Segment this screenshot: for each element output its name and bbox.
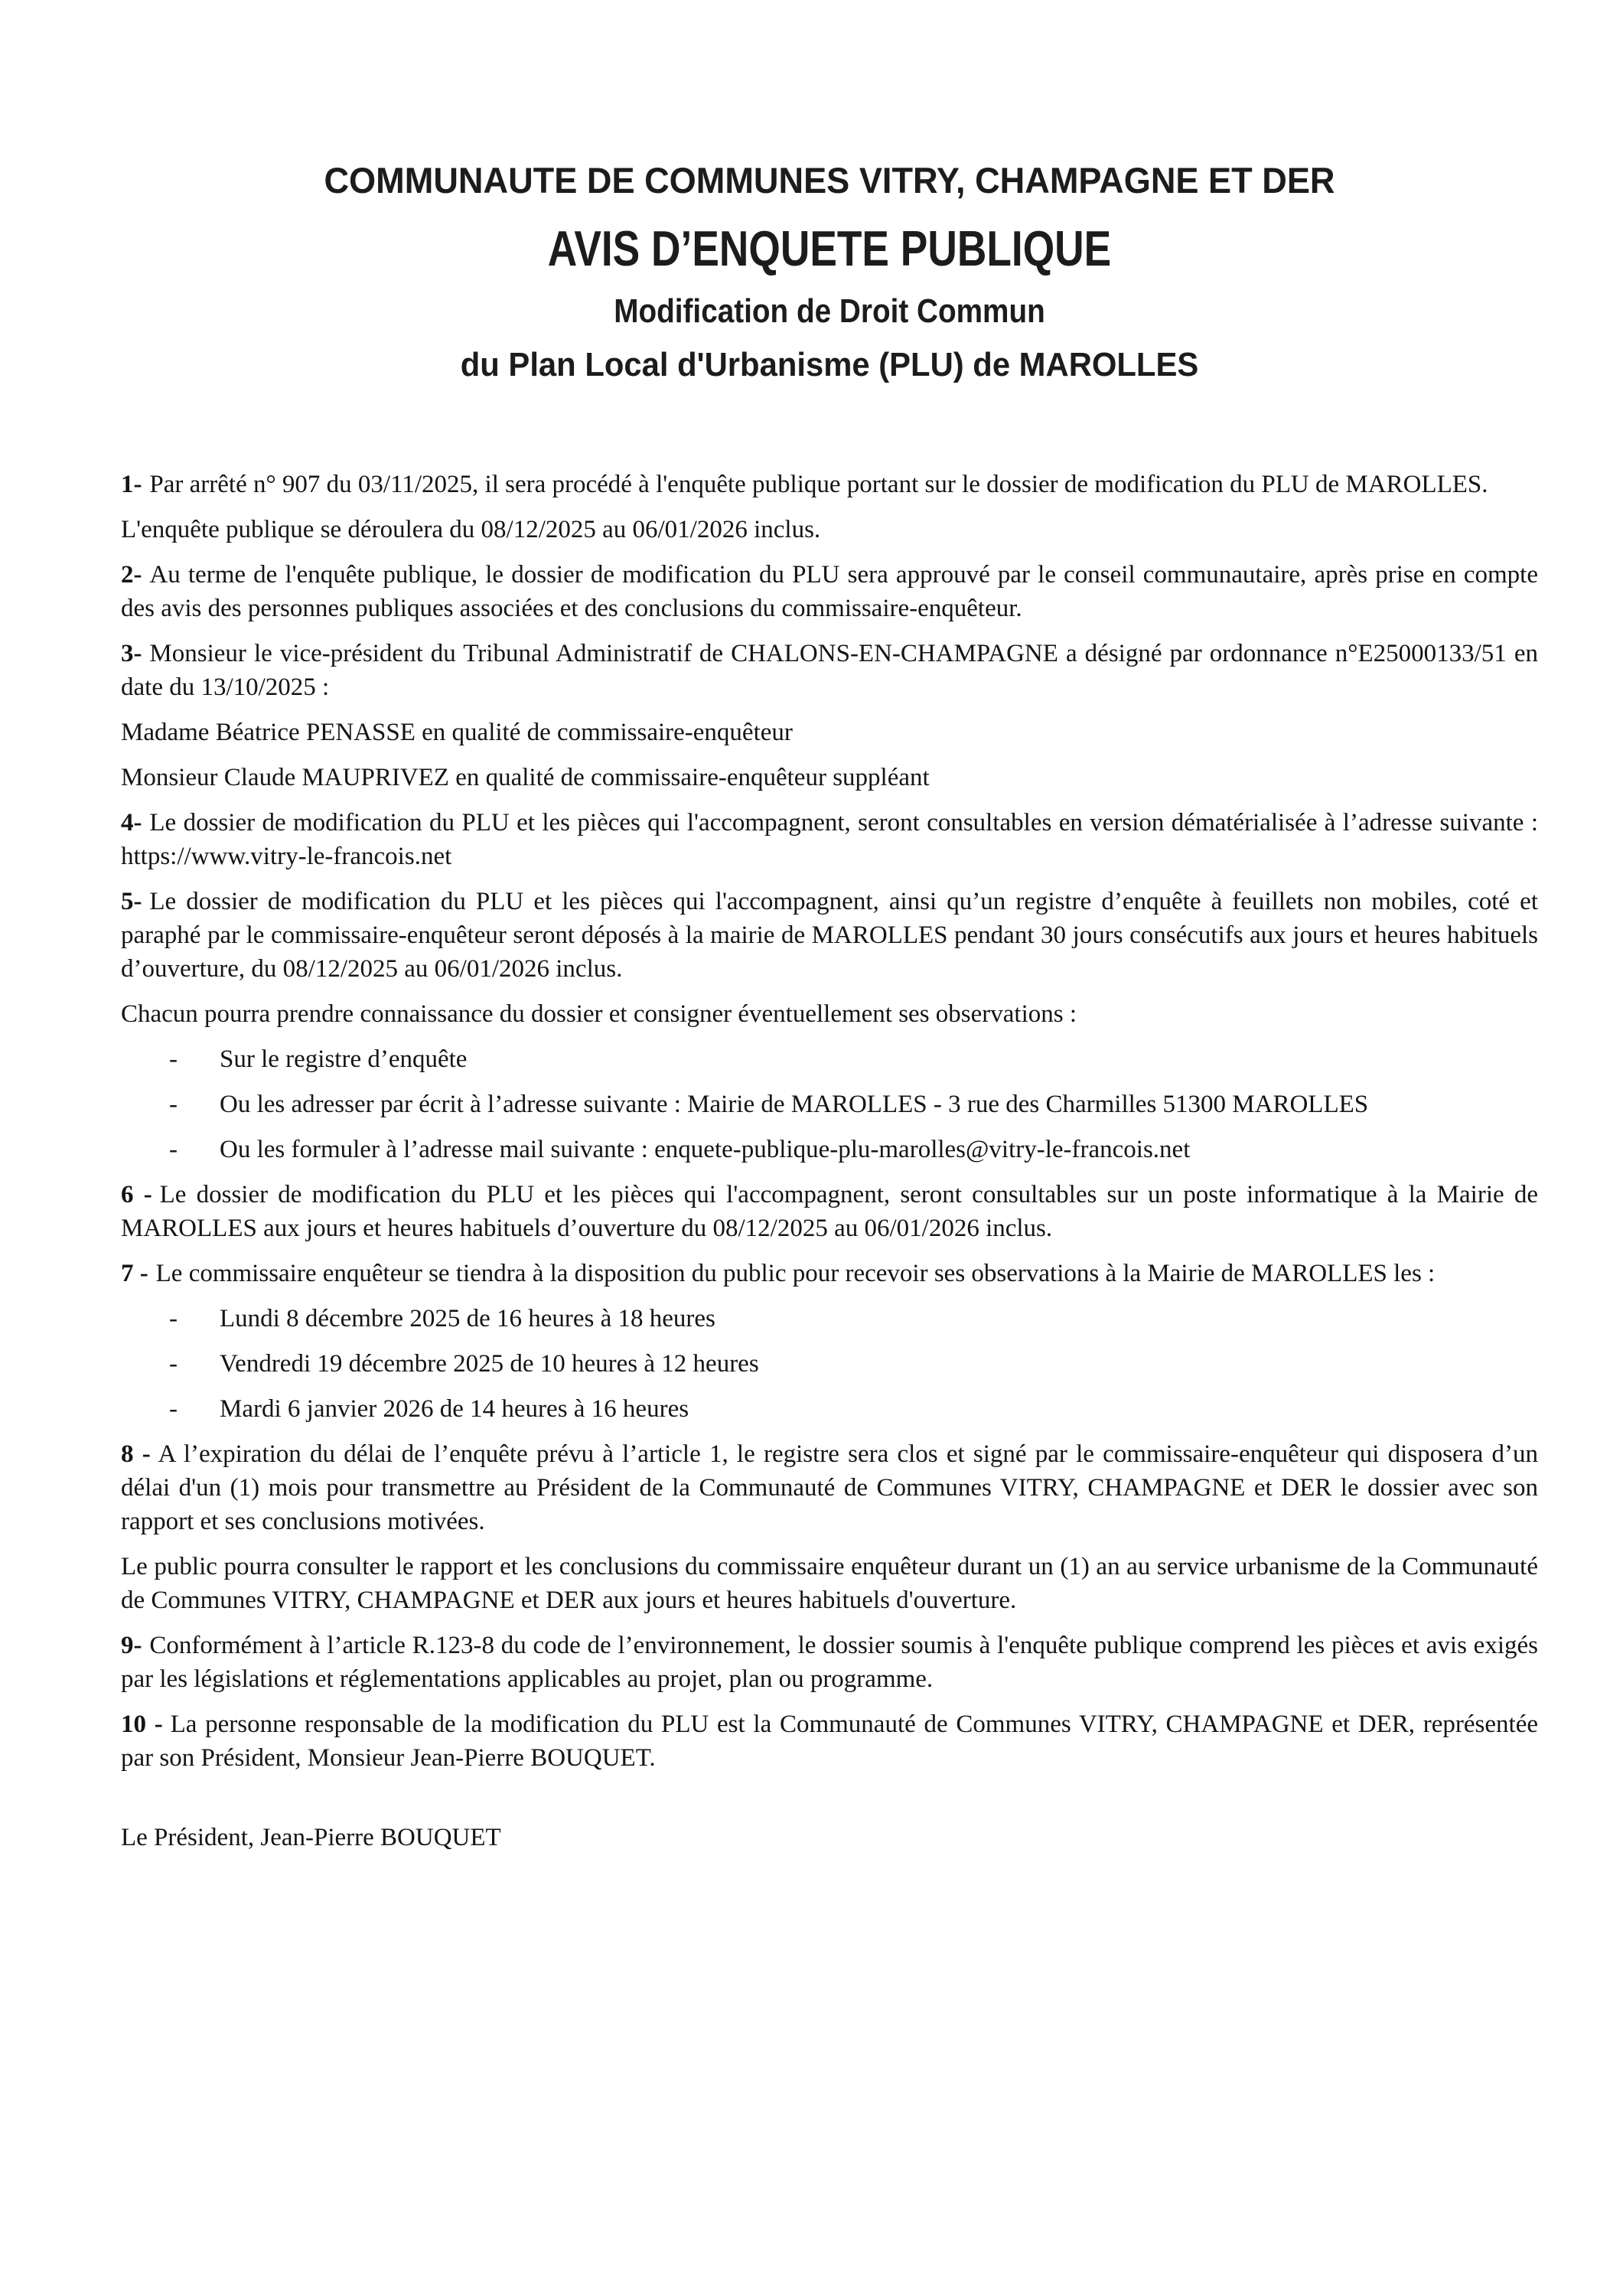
observation-item-text: Sur le registre d’enquête [220, 1045, 468, 1073]
paragraph-enquiry-period: L'enquête publique se déroulera du 08/12/2025 au 06/01/2026 inclus. [121, 516, 821, 543]
observation-item-text: Ou les formuler à l’adresse mail suivante : enquete-publique-plu-marolles@vitry-le-francois.net [220, 1136, 1191, 1163]
observations-list [121, 1042, 1538, 1166]
dash-bullet: - [169, 1136, 178, 1163]
observation-item [121, 1133, 1538, 1166]
observations-intro: Chacun pourra prendre connaissance du dossier et consigner éventuellement ses observations : [121, 1000, 1077, 1028]
document-body [121, 468, 1538, 1854]
dash-bullet: - [169, 1395, 178, 1423]
paragraph-7 [121, 1257, 1538, 1290]
report-consultation-paragraph: Le public pourra consulter le rapport et les conclusions du commissaire enquêteur durant un (1) an au service urbanisme de la Communauté de Communes VITRY, CHAMPAGNE et DER aux jours et heures habituels d'ouverture. [121, 1553, 1538, 1614]
permanence-item [121, 1392, 1538, 1426]
paragraph-4-text: Le dossier de modification du PLU et les pièces qui l'accompagnent, seront consultables en version dématérialisée à l’adresse suivante : https://www.vitry-le-francois.net [121, 809, 1538, 870]
paragraph-6-text: Le dossier de modification du PLU et les pièces qui l'accompagnent, seront consultables sur un poste informatique à la Mairie de MAROLLES aux jours et heures habituels d’ouverture du 08/12/2025 au 06/01/2026 inclus. [121, 1181, 1538, 1242]
dash-bullet: - [169, 1305, 178, 1332]
permanences-list [121, 1302, 1538, 1426]
permanence-item-text: Vendredi 19 décembre 2025 de 10 heures à 12 heures [220, 1350, 759, 1378]
paragraph-5-text: Le dossier de modification du PLU et les pièces qui l'accompagnent, ainsi qu’un registre d’enquête à feuillets non mobiles, coté et paraphé par le commissaire-enquêteur seront déposés à la mairie de MAROLLES pendant 30 jours consécutifs aux jours et heures habituels d’ouverture, du 08/12/2025 au 06/01/2026 inclus. [121, 888, 1538, 983]
dash-bullet: - [169, 1091, 178, 1118]
paragraph-6-number: 6 - [121, 1181, 152, 1208]
document-header [121, 0, 1538, 382]
paragraph-8-number: 8 - [121, 1440, 151, 1468]
paragraph-6 [121, 1178, 1538, 1245]
paragraph-9-number: 9- [121, 1632, 142, 1659]
paragraph-9-text: Conformément à l’article R.123-8 du code de l’environnement, le dossier soumis à l'enquête publique comprend les pièces et avis exigés par les législations et réglementations applicables au projet, plan ou programme. [121, 1632, 1538, 1693]
paragraph-10-number: 10 - [121, 1711, 163, 1738]
permanence-item-text: Lundi 8 décembre 2025 de 16 heures à 18 heures [220, 1305, 715, 1332]
permanence-item [121, 1302, 1538, 1336]
notice-title: AVIS D’ENQUETE PUBLIQUE [547, 220, 1112, 276]
paragraph-8-text: A l’expiration du délai de l’enquête prévu à l’article 1, le registre sera clos et signé par le commissaire-enquêteur qui disposera d’un délai d'un (1) mois pour transmettre au Président de la Communauté de Communes VITRY, CHAMPAGNE et DER le dossier avec son rapport et ses conclusions motivées. [121, 1440, 1538, 1535]
paragraph-1 [121, 468, 1538, 501]
permanence-item [121, 1347, 1538, 1381]
paragraph-7-number: 7 - [121, 1260, 148, 1287]
paragraph-4 [121, 806, 1538, 873]
paragraph-3 [121, 637, 1538, 704]
subtitle-plan: du Plan Local d'Urbanisme (PLU) de MAROLLES [460, 346, 1199, 383]
paragraph-9 [121, 1629, 1538, 1696]
paragraph-10 [121, 1707, 1538, 1775]
paragraph-4-number: 4- [121, 809, 142, 837]
subtitle-procedure: Modification de Droit Commun [614, 292, 1045, 330]
signature-line: Le Président, Jean-Pierre BOUQUET [121, 1824, 501, 1851]
paragraph-2 [121, 558, 1538, 625]
observation-item [121, 1088, 1538, 1121]
paragraph-10-text: La personne responsable de la modification du PLU est la Communauté de Communes VITRY, CHAMPAGNE et DER, représentée par son Président, Monsieur Jean-Pierre BOUQUET. [121, 1711, 1538, 1772]
paragraph-7-text: Le commissaire enquêteur se tiendra à la disposition du public pour recevoir ses observations à la Mairie de MAROLLES les : [155, 1260, 1436, 1287]
paragraph-8 [121, 1437, 1538, 1538]
commissioner-line: Madame Béatrice PENASSE en qualité de commissaire-enquêteur [121, 719, 793, 746]
organization-name: COMMUNAUTE DE COMMUNES VITRY, CHAMPAGNE ET DER [324, 160, 1335, 201]
dash-bullet: - [169, 1045, 178, 1073]
paragraph-1-text: Par arrêté n° 907 du 03/11/2025, il sera procédé à l'enquête publique portant sur le dossier de modification du PLU de MAROLLES. [149, 471, 1488, 498]
paragraph-5 [121, 885, 1538, 986]
observation-item [121, 1042, 1538, 1076]
dash-bullet: - [169, 1350, 178, 1378]
observation-item-text: Ou les adresser par écrit à l’adresse suivante : Mairie de MAROLLES - 3 rue des Charmilles 51300 MAROLLES [220, 1091, 1369, 1118]
paragraph-5-number: 5- [121, 888, 142, 915]
paragraph-2-number: 2- [121, 561, 142, 589]
paragraph-1-number: 1- [121, 471, 142, 498]
paragraph-2-text: Au terme de l'enquête publique, le dossier de modification du PLU sera approuvé par le conseil communautaire, après prise en compte des avis des personnes publiques associées et des conclusions du commissaire-enquêteur. [121, 561, 1538, 622]
paragraph-3-text: Monsieur le vice-président du Tribunal Administratif de CHALONS-EN-CHAMPAGNE a désigné par ordonnance n°E25000133/51 en date du 13/10/2025 : [121, 640, 1538, 701]
permanence-item-text: Mardi 6 janvier 2026 de 14 heures à 16 heures [220, 1395, 689, 1423]
paragraph-3-number: 3- [121, 640, 142, 667]
deputy-commissioner-line: Monsieur Claude MAUPRIVEZ en qualité de commissaire-enquêteur suppléant [121, 764, 930, 791]
document-content [121, 0, 1538, 1866]
